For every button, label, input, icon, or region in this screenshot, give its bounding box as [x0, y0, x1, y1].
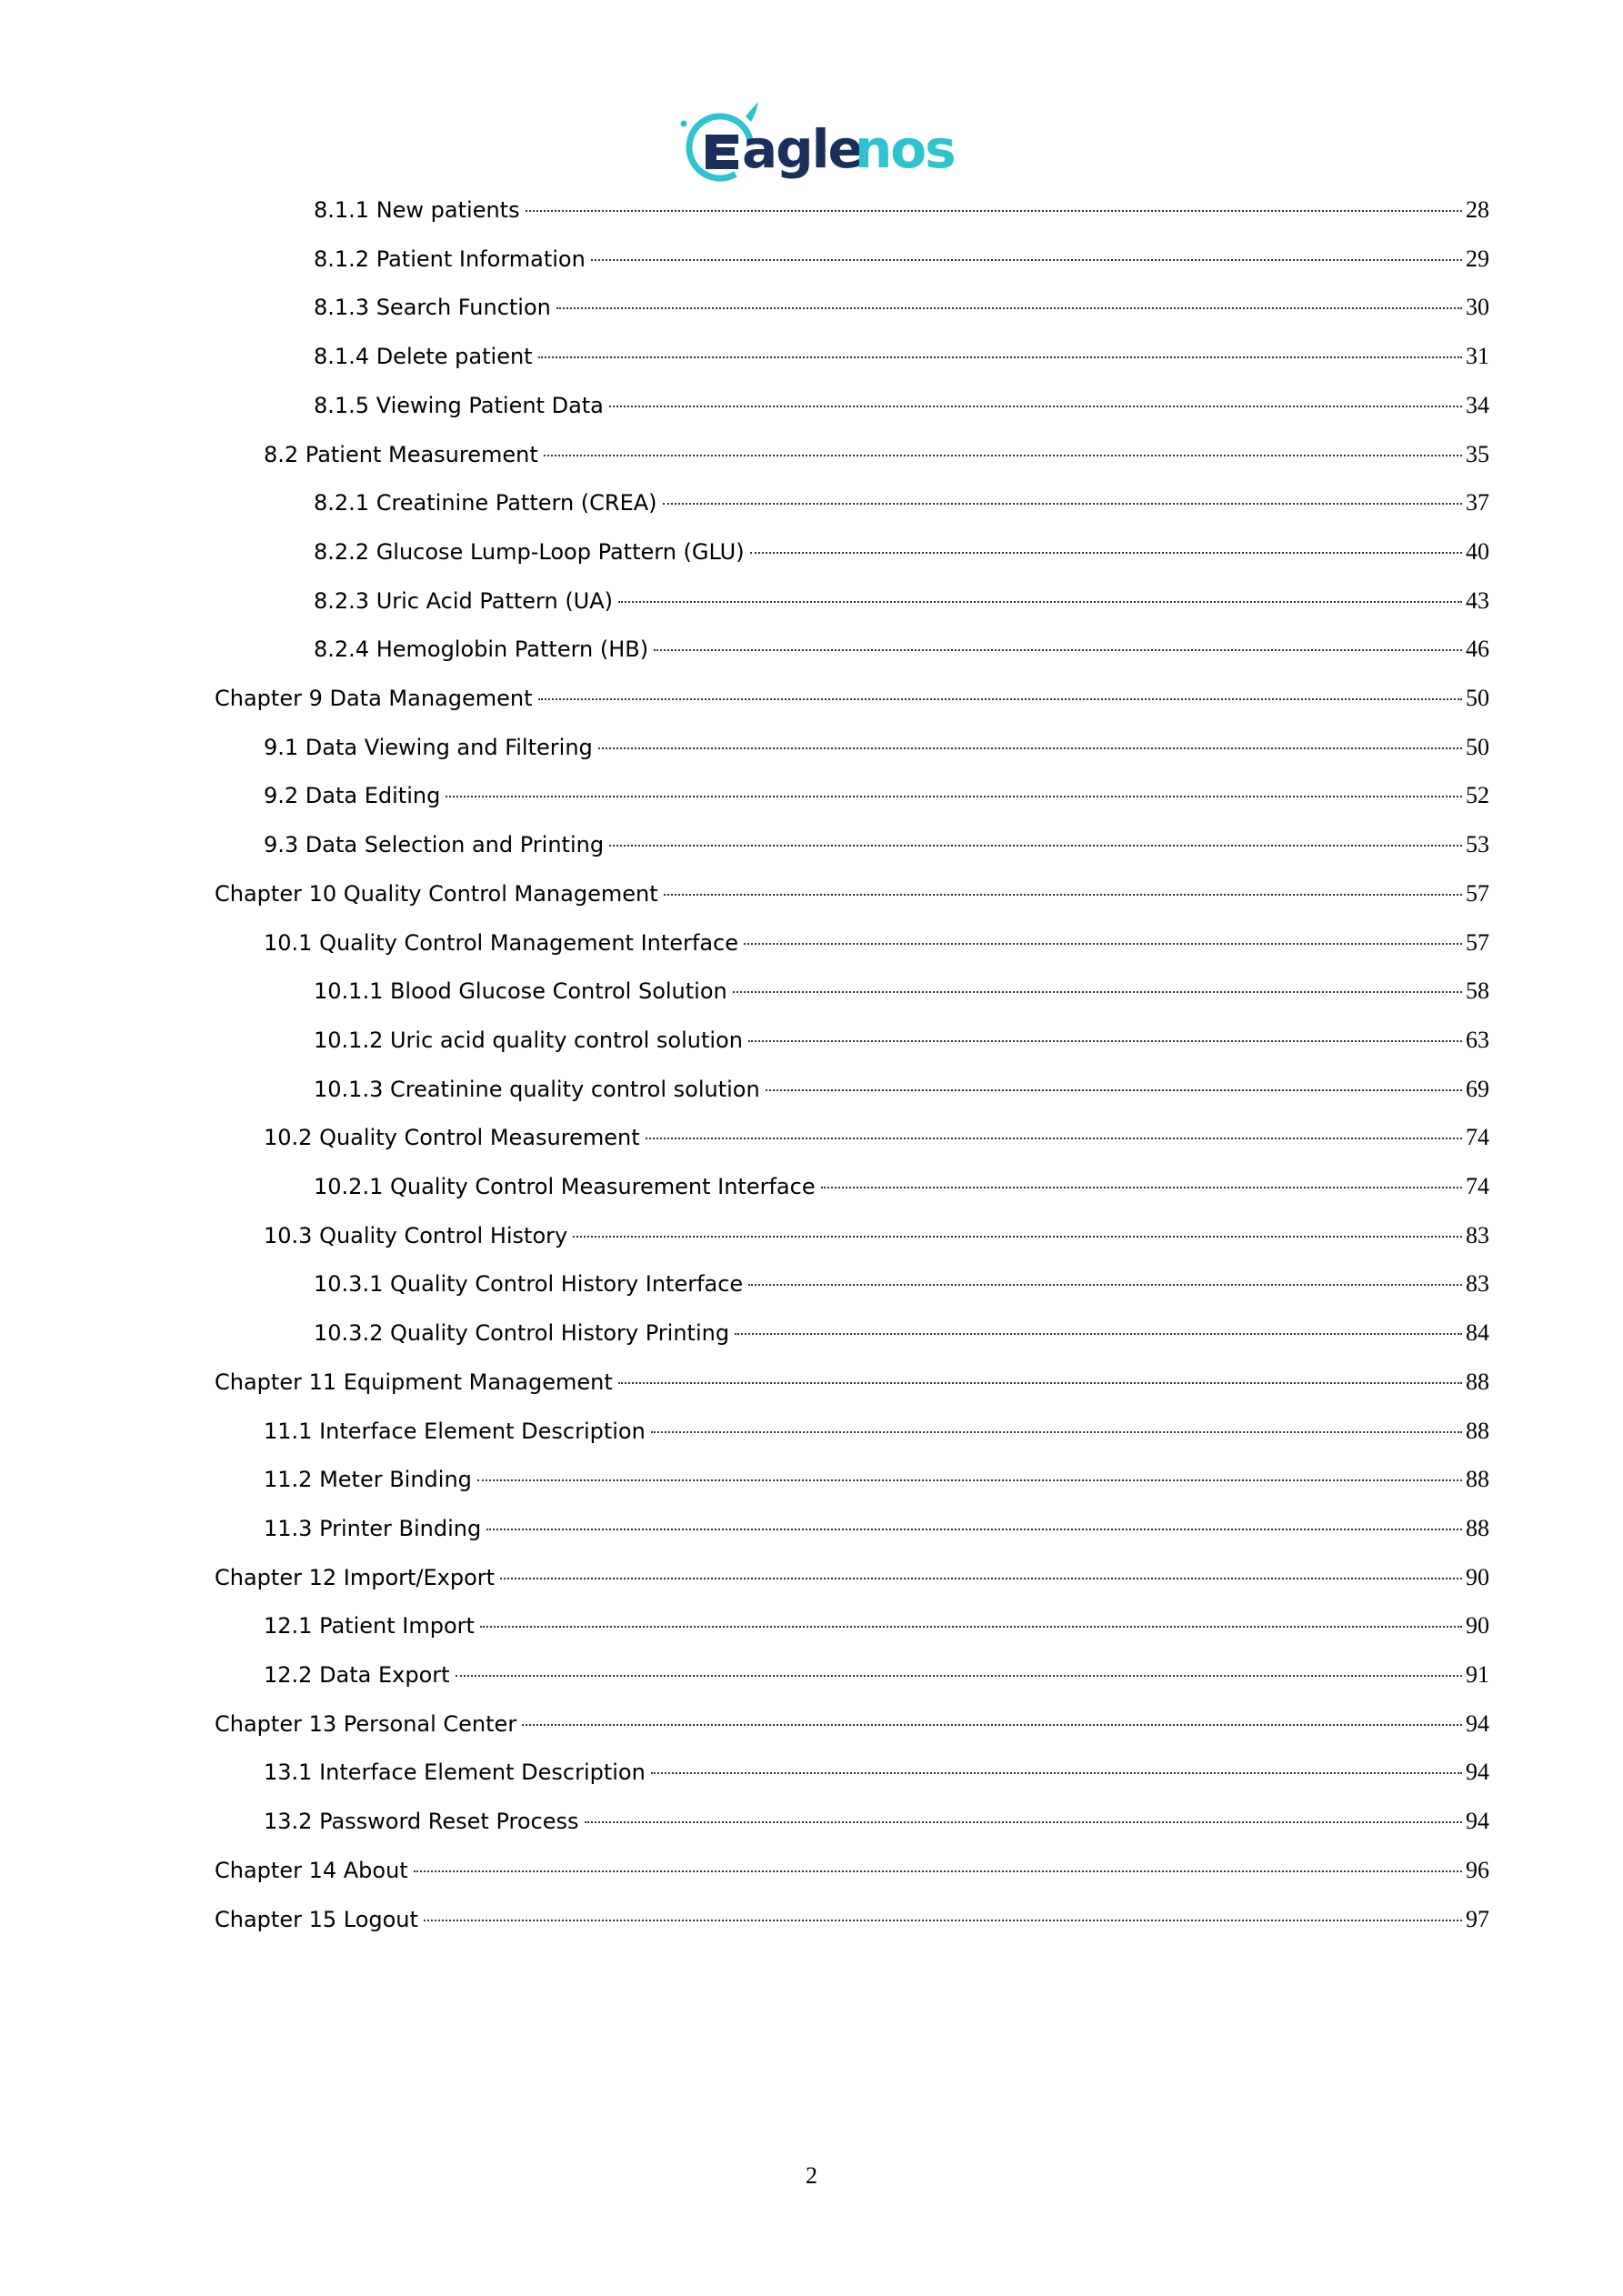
toc-entry[interactable] — [0, 1173, 1489, 1209]
toc-entry[interactable] — [0, 246, 1489, 282]
toc-entry-page: 43 — [1466, 587, 1489, 614]
toc-entry-page: 94 — [1466, 1808, 1489, 1835]
toc-entry-page: 94 — [1466, 1759, 1489, 1786]
toc-entry[interactable] — [0, 880, 1489, 917]
toc-dot-leader — [646, 1137, 1462, 1139]
toc-dot-leader — [618, 600, 1462, 603]
toc-entry-page: 35 — [1466, 440, 1489, 467]
toc-entry-title: Chapter 12 Import/Export — [215, 1564, 496, 1590]
svg-text:nos: nos — [855, 118, 955, 180]
toc-dot-leader — [733, 990, 1462, 993]
toc-dot-leader — [748, 1283, 1462, 1286]
toc-entry[interactable] — [0, 1661, 1489, 1698]
toc-entry-page: 97 — [1466, 1905, 1489, 1932]
toc-dot-leader — [591, 258, 1462, 261]
toc-entry-title: 10.3 Quality Control History — [264, 1222, 568, 1248]
toc-entry[interactable] — [0, 1564, 1489, 1600]
toc-entry-page: 29 — [1466, 245, 1489, 272]
toc-dot-leader — [424, 1919, 1462, 1921]
toc-entry[interactable] — [0, 343, 1489, 379]
toc-entry[interactable] — [0, 587, 1489, 624]
toc-dot-leader — [651, 1771, 1462, 1774]
toc-entry[interactable] — [0, 1222, 1489, 1258]
toc-entry[interactable] — [0, 1759, 1489, 1795]
eaglenos-logo — [675, 95, 957, 193]
toc-entry-title: 10.1.3 Creatinine quality control solution — [314, 1076, 760, 1102]
toc-entry[interactable] — [0, 1612, 1489, 1649]
toc-entry-page: 28 — [1466, 196, 1489, 223]
toc-entry[interactable] — [0, 685, 1489, 721]
toc-entry-page: 63 — [1466, 1026, 1489, 1053]
toc-entry-title: 9.1 Data Viewing and Filtering — [264, 734, 593, 760]
toc-entry-page: 91 — [1466, 1661, 1489, 1688]
toc-entry-title: 13.1 Interface Element Description — [264, 1760, 646, 1786]
toc-entry-page: 74 — [1466, 1173, 1489, 1199]
toc-entry-page: 83 — [1466, 1270, 1489, 1298]
toc-entry-title: 8.1.3 Search Function — [314, 295, 551, 321]
toc-entry[interactable] — [0, 538, 1489, 575]
toc-dot-leader — [585, 1820, 1462, 1823]
toc-dot-leader — [500, 1577, 1462, 1579]
toc-entry-page: 30 — [1466, 294, 1489, 321]
toc-entry[interactable] — [0, 294, 1489, 330]
toc-entry-page: 88 — [1466, 1417, 1489, 1444]
toc-entry-page: 46 — [1466, 636, 1489, 663]
toc-dot-leader — [526, 209, 1462, 212]
toc-entry-page: 53 — [1466, 831, 1489, 858]
toc-dot-leader — [477, 1479, 1462, 1481]
toc-entry-page: 37 — [1466, 489, 1489, 516]
toc-entry[interactable] — [0, 1906, 1489, 1942]
page-number: 2 — [806, 2162, 817, 2189]
toc-entry-title: 8.2.1 Creatinine Pattern (CREA) — [314, 490, 657, 516]
toc-entry-title: 8.2.3 Uric Acid Pattern (UA) — [314, 587, 614, 614]
toc-entry[interactable] — [0, 392, 1489, 428]
toc-entry[interactable] — [0, 978, 1489, 1014]
toc-entry-page: 58 — [1466, 978, 1489, 1005]
toc-dot-leader — [538, 697, 1462, 700]
toc-entry-title: 12.1 Patient Import — [264, 1613, 475, 1639]
toc-entry[interactable] — [0, 782, 1489, 818]
toc-dot-leader — [766, 1088, 1462, 1091]
toc-entry[interactable] — [0, 734, 1489, 770]
toc-entry[interactable] — [0, 1027, 1489, 1063]
toc-entry-title: 10.1.1 Blood Glucose Control Solution — [314, 978, 727, 1005]
toc-entry-page: 52 — [1466, 782, 1489, 809]
toc-entry[interactable] — [0, 831, 1489, 867]
toc-dot-leader — [486, 1528, 1462, 1530]
toc-entry-page: 90 — [1466, 1563, 1489, 1590]
toc-entry-title: Chapter 10 Quality Control Management — [215, 880, 658, 907]
toc-entry[interactable] — [0, 1319, 1489, 1356]
toc-entry-title: 10.2.1 Quality Control Measurement Interface — [314, 1174, 816, 1199]
toc-entry-title: 8.2.4 Hemoglobin Pattern (HB) — [314, 637, 649, 663]
toc-entry-title: 8.1.2 Patient Information — [314, 246, 586, 272]
toc-entry-page: 96 — [1466, 1856, 1489, 1883]
toc-entry-title: 8.1.4 Delete patient — [314, 344, 533, 370]
toc-entry[interactable] — [0, 1466, 1489, 1502]
toc-entry[interactable] — [0, 1076, 1489, 1112]
toc-dot-leader — [456, 1674, 1462, 1677]
toc-entry-page: 31 — [1466, 343, 1489, 370]
toc-entry[interactable] — [0, 929, 1489, 966]
toc-entry-title: 11.2 Meter Binding — [264, 1467, 472, 1493]
toc-entry-page: 34 — [1466, 391, 1489, 418]
toc-entry[interactable] — [0, 1369, 1489, 1405]
toc-dot-leader — [748, 1039, 1462, 1042]
toc-entry[interactable] — [0, 1710, 1489, 1747]
toc-entry-page: 50 — [1466, 685, 1489, 711]
toc-dot-leader — [446, 795, 1462, 797]
toc-entry-title: 10.1 Quality Control Management Interface — [264, 929, 739, 956]
toc-entry-page: 94 — [1466, 1709, 1489, 1737]
toc-entry-title: 9.3 Data Selection and Printing — [264, 832, 605, 858]
toc-entry-page: 57 — [1466, 928, 1489, 956]
toc-entry-page: 69 — [1466, 1075, 1489, 1102]
toc-entry[interactable] — [0, 1270, 1489, 1307]
toc-entry-title: 9.2 Data Editing — [264, 783, 441, 809]
toc-dot-leader — [821, 1186, 1462, 1188]
toc-entry[interactable] — [0, 1124, 1489, 1160]
toc-dot-leader — [556, 306, 1462, 309]
toc-entry-page: 88 — [1466, 1514, 1489, 1541]
toc-entry-title: 11.1 Interface Element Description — [264, 1418, 646, 1444]
toc-entry[interactable] — [0, 1515, 1489, 1551]
toc-entry-page: 40 — [1466, 537, 1489, 565]
toc-entry-page: 50 — [1466, 733, 1489, 760]
toc-dot-leader — [480, 1625, 1462, 1628]
toc-dot-leader — [609, 844, 1462, 847]
toc-entry-title: 13.2 Password Reset Process — [264, 1809, 579, 1835]
toc-dot-leader — [744, 942, 1462, 945]
toc-entry-title: 8.2 Patient Measurement — [264, 441, 538, 467]
toc-dot-leader — [663, 502, 1462, 505]
toc-entry[interactable] — [0, 1857, 1489, 1893]
svg-text:agle: agle — [742, 118, 862, 180]
toc-entry-title: 8.1.5 Viewing Patient Data — [314, 392, 604, 418]
toc-dot-leader — [522, 1723, 1462, 1726]
toc-dot-leader — [414, 1870, 1462, 1872]
toc-entry-title: 11.3 Printer Binding — [264, 1515, 482, 1541]
toc-entry-title: Chapter 9 Data Management — [215, 686, 533, 711]
toc-entry-page: 57 — [1466, 879, 1489, 907]
toc-entry-page: 88 — [1466, 1368, 1489, 1395]
toc-entry-title: Chapter 15 Logout — [215, 1906, 418, 1932]
toc-entry[interactable] — [0, 489, 1489, 526]
toc-entry[interactable] — [0, 636, 1489, 672]
toc-dot-leader — [538, 356, 1462, 358]
toc-entry[interactable] — [0, 1418, 1489, 1454]
toc-entry[interactable] — [0, 441, 1489, 477]
toc-dot-leader — [651, 1430, 1462, 1433]
toc-dot-leader — [750, 551, 1462, 554]
toc-dot-leader — [609, 405, 1462, 407]
toc-entry-title: 10.2 Quality Control Measurement — [264, 1125, 640, 1151]
toc-entry-title: 12.2 Data Export — [264, 1662, 450, 1688]
toc-entry-title: Chapter 13 Personal Center — [215, 1710, 517, 1737]
toc-entry-title: Chapter 14 About — [215, 1857, 408, 1883]
toc-entry[interactable] — [0, 196, 1489, 233]
toc-dot-leader — [654, 648, 1462, 651]
toc-entry-title: 10.1.2 Uric acid quality control solution — [314, 1027, 743, 1053]
toc-dot-leader — [573, 1235, 1462, 1238]
toc-dot-leader — [664, 893, 1462, 896]
toc-entry-page: 74 — [1466, 1124, 1489, 1151]
toc-entry-title: 8.1.1 New patients — [314, 197, 520, 223]
toc-entry-page: 88 — [1466, 1466, 1489, 1493]
toc-entry-title: Chapter 11 Equipment Management — [215, 1369, 613, 1395]
toc-entry-page: 83 — [1466, 1221, 1489, 1248]
toc-entry-title: 8.2.2 Glucose Lump-Loop Pattern (GLU) — [314, 538, 745, 565]
toc-entry[interactable] — [0, 1808, 1489, 1844]
toc-entry-page: 90 — [1466, 1612, 1489, 1639]
toc-dot-leader — [544, 454, 1462, 456]
toc-dot-leader — [598, 747, 1462, 749]
toc-entry-title: 10.3.2 Quality Control History Printing — [314, 1320, 730, 1347]
toc-entry-title: 10.3.1 Quality Control History Interface — [314, 1271, 744, 1298]
toc-dot-leader — [618, 1381, 1462, 1384]
toc-entry-page: 84 — [1466, 1319, 1489, 1347]
toc-dot-leader — [735, 1332, 1462, 1335]
